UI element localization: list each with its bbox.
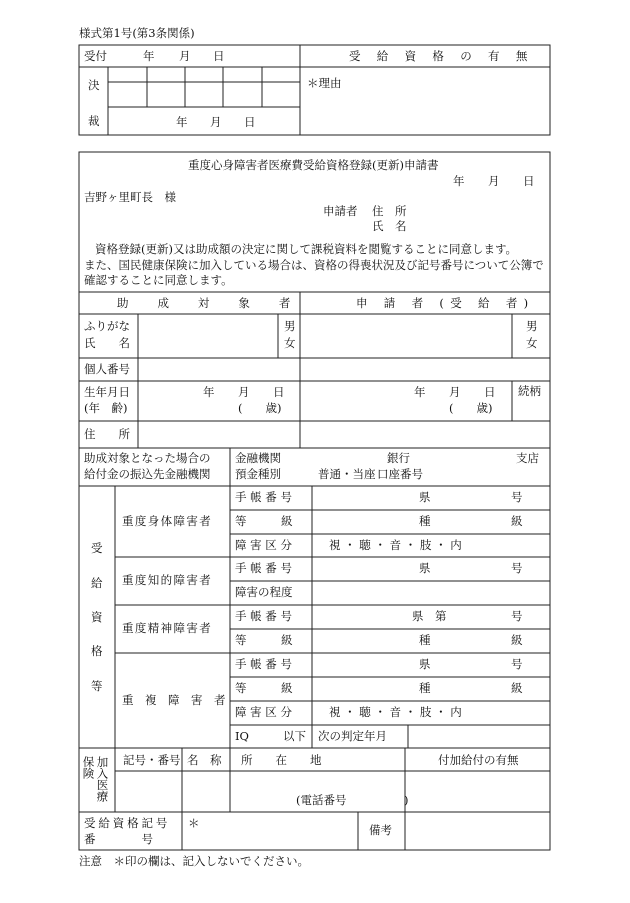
bank-suffix: 銀行 (387, 451, 410, 465)
applicant-birth-nen: 年 (414, 385, 426, 399)
bank-institution-label: 金融機関 (235, 451, 281, 465)
phys-senses: 視 ・ 聴 ・ 音 ・ 肢 ・ 内 (329, 538, 462, 552)
supplementary-label: 付加給付の有無 (438, 753, 519, 767)
multi-ken: 県 (419, 657, 431, 671)
multi-senses: 視 ・ 聴 ・ 音 ・ 肢 ・ 内 (329, 705, 462, 719)
form-title: 重度心身障害者医療費受給資格登録(更新)申請書 (188, 158, 439, 172)
reason-label: ＊理由 (307, 76, 342, 90)
footer-note: 注意 ＊印の欄は、記入しないでください。 (79, 854, 309, 868)
eligibility-char-1: 受 (91, 541, 103, 555)
mental-shu: 種 (419, 633, 431, 647)
relation-label: 続柄 (518, 384, 541, 398)
date-nen: 年 (453, 174, 465, 188)
multi-shu: 種 (419, 681, 431, 695)
consent-line-1: 資格登録(更新)又は助成額の決定に関して課税資料を閲覧することに同意します。 (95, 242, 518, 256)
insurance-vertical-2: 保険 (81, 756, 96, 779)
deposit-options: 普通・当座 (318, 467, 376, 481)
remarks-label: 備考 (369, 823, 392, 837)
jusho-label: 住 所 (84, 427, 130, 441)
kigo-label: 記号・番号 (123, 753, 181, 767)
phys-kyu: 級 (511, 514, 523, 528)
multi-go: 号 (511, 657, 523, 671)
date-tsuki: 月 (488, 174, 500, 188)
uketsuke-label: 受付 (84, 49, 107, 63)
applicant-birth-tsuki: 月 (449, 385, 461, 399)
cert-label-1: 受給資格記号 (84, 816, 171, 830)
intel-ken: 県 (419, 561, 431, 575)
top-tsuki: 月 (179, 49, 191, 63)
eligibility-char-4: 格 (91, 644, 103, 658)
intel-degree-label: 障害の程度 (235, 585, 293, 599)
kessai-label-2: 裁 (88, 114, 100, 128)
applicant-label: 申請者 (323, 204, 358, 218)
mental-go: 号 (511, 609, 523, 623)
name-label: 氏 名 (372, 219, 407, 233)
account-number-label: 口座番号 (377, 467, 423, 481)
phys-techo-label: 手 帳 番 号 (235, 490, 292, 504)
address-label: 住 所 (372, 204, 407, 218)
mental-ken-dai: 県 第 (412, 609, 447, 623)
applicant-male: 男 (526, 319, 538, 333)
mental-techo-label: 手 帳 番 号 (235, 609, 292, 623)
mental-disability-label: 重度精神障害者 (122, 621, 213, 635)
addressee: 吉野ヶ里町長 様 (84, 190, 176, 204)
subject-birth-tsuki: 月 (238, 385, 250, 399)
eligibility-char-2: 給 (91, 576, 103, 590)
consent-line-3: 確認することに同意します。 (84, 273, 233, 287)
branch-suffix: 支店 (516, 451, 539, 465)
multi-category-label: 障 害 区 分 (235, 705, 292, 719)
form-code: 様式第1号(第3条関係) (79, 26, 195, 40)
multi-techo-label: 手 帳 番 号 (235, 657, 292, 671)
shimei-label: 氏 名 (84, 336, 130, 350)
shozaichi-label: 所 在 地 (241, 753, 322, 767)
phys-grade-label: 等 級 (235, 514, 293, 528)
cert-asterisk: ＊ (188, 816, 200, 830)
multi-kyu: 級 (511, 681, 523, 695)
cert-label-2: 番 号 (84, 832, 153, 846)
subject-male: 男 (284, 319, 296, 333)
kessai-label-1: 決 (88, 78, 100, 92)
multi-grade-label: 等 級 (235, 681, 293, 695)
phone-label: (電話番号 ) (296, 793, 409, 807)
bank-label-1: 助成対象となった場合の (84, 451, 211, 465)
kessai-tsuki: 月 (210, 115, 222, 129)
subject-birth-hi: 日 (273, 385, 285, 399)
consent-line-2: また、国民健康保険に加入している場合は、資格の得喪状況及び記号番号について公簿で (84, 258, 544, 272)
physical-disability-label: 重度身体障害者 (122, 514, 213, 528)
multiple-disability-label: 重 複 障 害 者 (122, 693, 226, 707)
top-nen: 年 (143, 49, 155, 63)
eligibility-char-3: 資 (91, 610, 103, 624)
mental-grade-label: 等 級 (235, 633, 293, 647)
applicant-female: 女 (526, 336, 538, 350)
intellectual-disability-label: 重度知的障害者 (122, 573, 213, 587)
iq-label: IQ (235, 729, 249, 743)
phys-shu: 種 (419, 514, 431, 528)
bank-label-2: 給付金の振込先金融機関 (84, 467, 211, 481)
date-hi: 日 (523, 174, 535, 188)
personal-number-label: 個人番号 (84, 362, 130, 376)
next-judgment-label: 次の判定年月 (318, 729, 387, 743)
eligibility-char-5: 等 (91, 679, 103, 693)
phys-ken: 県 (419, 490, 431, 504)
subject-header: 助 成 対 象 者 (117, 296, 303, 310)
age-label: (年 齢) (84, 401, 128, 415)
kessai-nen: 年 (176, 115, 188, 129)
subject-female: 女 (284, 336, 296, 350)
subject-age: ( 歳) (238, 401, 282, 415)
mental-kyu: 級 (511, 633, 523, 647)
furigana-label: ふりがな (84, 319, 130, 333)
insurance-vertical-1: 加入医療 (95, 756, 110, 802)
kessai-hi: 日 (244, 115, 256, 129)
applicant-header: 申 請 者 (受 給 者) (356, 296, 535, 310)
intel-techo-label: 手 帳 番 号 (235, 561, 292, 575)
intel-go: 号 (511, 561, 523, 575)
iq-ika: 以下 (283, 729, 306, 743)
birthdate-label: 生年月日 (84, 385, 130, 399)
top-hi: 日 (213, 49, 225, 63)
applicant-birth-hi: 日 (484, 385, 496, 399)
meisho-label: 名 称 (187, 753, 222, 767)
phys-category-label: 障 害 区 分 (235, 538, 292, 552)
subject-birth-nen: 年 (203, 385, 215, 399)
applicant-age: ( 歳) (449, 401, 493, 415)
eligibility-header: 受 給 資 格 の 有 無 (349, 49, 534, 63)
phys-go: 号 (511, 490, 523, 504)
deposit-type-label: 預金種別 (235, 467, 281, 481)
